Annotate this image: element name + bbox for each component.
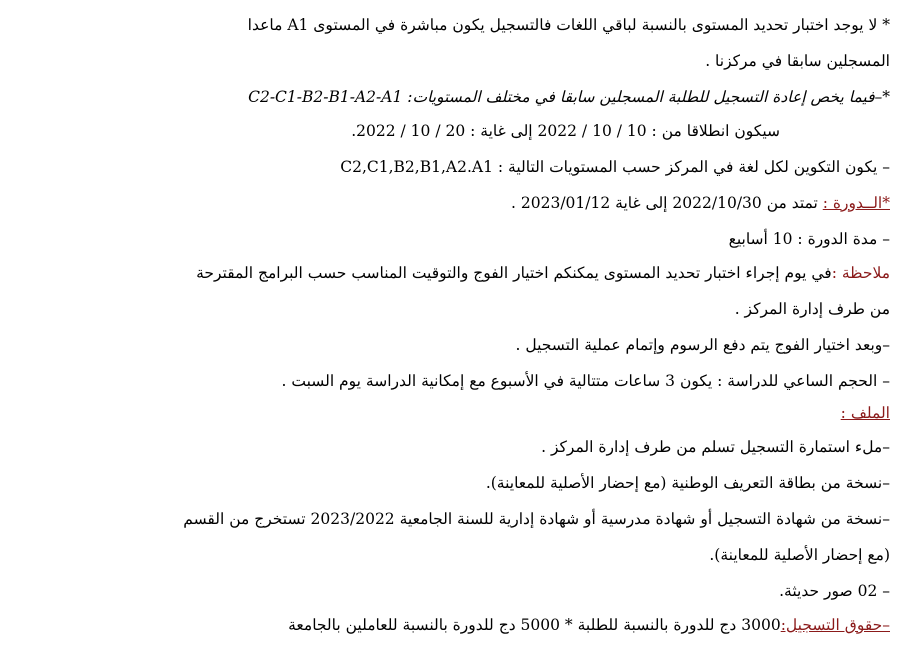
line-9 <box>735 302 890 318</box>
line-6-text: تمتد من 2022/10/30 إلى غاية 2023/01/12 . <box>511 194 823 212</box>
line-3-text: *–فيما يخص إعادة التسجيل للطلبة المسجلين سابقا في مختلف المستويات: C2-C1-B2-B1-A2-A1 <box>248 88 890 106</box>
line-17 <box>779 584 890 600</box>
line-1-text: * لا يوجد اختبار تحديد المستوى بالنسبة لباقي اللغات فالتسجيل يكون مباشرة في المستوى A1 ماعدا <box>247 16 890 34</box>
line-4-text: سيكون انطلاقا من : 10 / 10 / 2022 إلى غاية : 20 / 10 / 2022. <box>351 122 780 140</box>
line-1 <box>248 18 890 34</box>
line-7 <box>729 232 890 248</box>
session-label: *الــدورة : <box>822 194 890 212</box>
line-15 <box>183 512 890 528</box>
line-16-text: (مع إحضار الأصلية للمعاينة). <box>709 546 890 564</box>
line-4 <box>351 124 780 140</box>
line-6 <box>511 196 890 212</box>
line-14 <box>486 476 890 492</box>
fees-label: –حقوق التسجيل: <box>780 616 890 634</box>
line-8-text: في يوم إجراء اختبار تحديد المستوى يمكنكم اختيار الفوج والتوقيت المناسب حسب البرامج المقترحة <box>196 264 832 282</box>
line-10 <box>516 338 890 354</box>
line-18 <box>288 618 890 634</box>
note-label: ملاحظة : <box>831 264 890 282</box>
line-16 <box>709 548 890 564</box>
line-3 <box>248 90 890 106</box>
line-10-text: –وبعد اختيار الفوج يتم دفع الرسوم وإتمام عملية التسجيل . <box>515 336 890 354</box>
line-17-text: – 02 صور حديثة. <box>779 582 890 600</box>
line-2-text: المسجلين سابقا في مركزنا . <box>705 52 890 70</box>
line-14-text: –نسخة من بطاقة التعريف الوطنية (مع إحضار الأصلية للمعاينة). <box>485 474 890 492</box>
line-8 <box>196 266 890 282</box>
line-11 <box>282 374 890 390</box>
line-13 <box>541 440 890 456</box>
line-18-text: 3000 دج للدورة بالنسبة للطلبة * 5000 دج للدورة بالنسبة للعاملين بالجامعة <box>288 616 781 634</box>
line-9-text: من طرف إدارة المركز . <box>734 300 890 318</box>
line-5 <box>340 160 890 176</box>
line-12 <box>841 406 890 422</box>
line-13-text: –ملء استمارة التسجيل تسلم من طرف إدارة المركز . <box>541 438 890 456</box>
line-15-text: –نسخة من شهادة التسجيل أو شهادة مدرسية أو شهادة إدارية للسنة الجامعية 2023/2022 تستخرج من القسم <box>183 510 890 528</box>
line-11-text: – الحجم الساعي للدراسة : يكون 3 ساعات متتالية في الأسبوع مع إمكانية الدراسة يوم السبت . <box>281 372 890 390</box>
line-2 <box>705 54 890 70</box>
file-label: الملف : <box>840 404 890 422</box>
line-7-text: – مدة الدورة : 10 أسابيع <box>728 230 890 248</box>
line-5-text: – يكون التكوين لكل لغة في المركز حسب المستويات التالية : C2,C1,B2,B1,A2.A1 <box>340 158 890 176</box>
